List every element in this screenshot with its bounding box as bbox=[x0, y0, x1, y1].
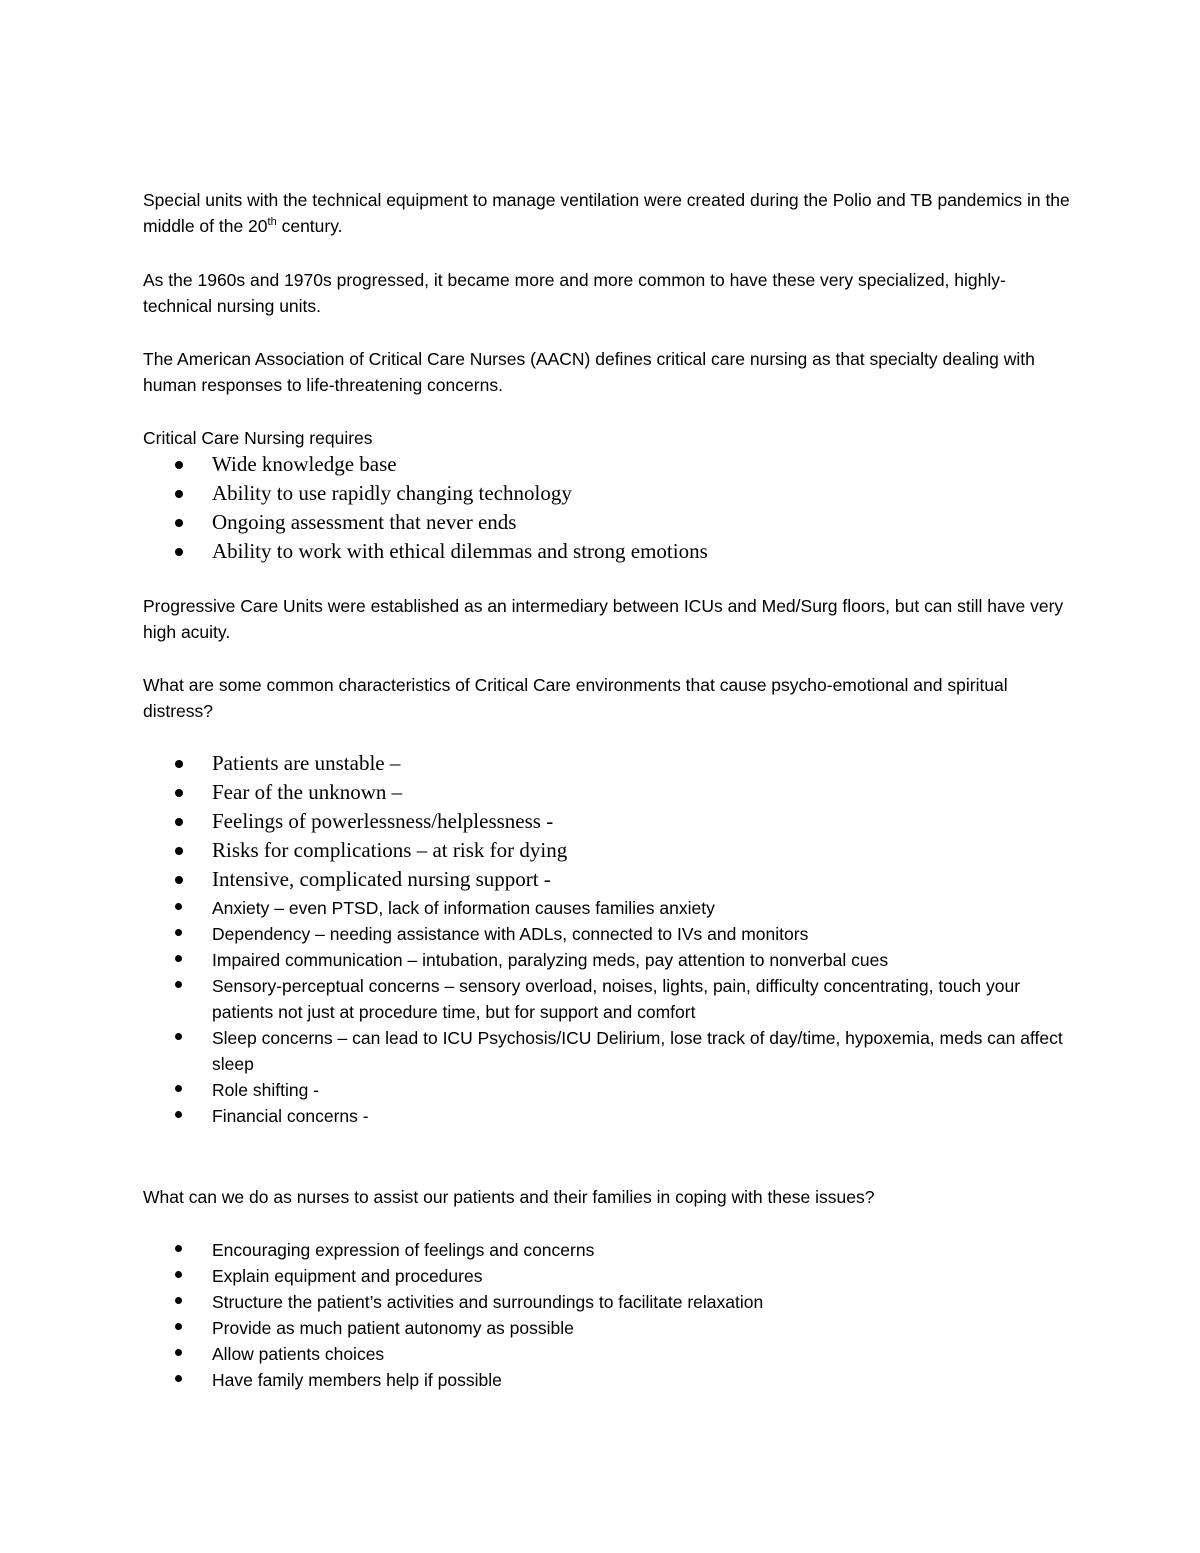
list-item bbox=[143, 778, 1073, 807]
list-item-text: Structure the patient’s activities and surroundings to facilitate relaxation bbox=[212, 1292, 764, 1312]
list-item bbox=[143, 1263, 1073, 1289]
list-item bbox=[143, 973, 1073, 1025]
bullet-icon bbox=[175, 490, 183, 498]
list-item bbox=[143, 865, 1073, 894]
list-item bbox=[143, 947, 1073, 973]
bullet-icon bbox=[175, 876, 183, 884]
list-item-text: Sleep concerns – can lead to ICU Psychosis/ICU Delirium, lose track of day/time, hypoxemia, meds can affect sleep bbox=[212, 1028, 1063, 1074]
list-item-text: Sensory-perceptual concerns – sensory overload, noises, lights, pain, difficulty concentrating, touch your patients not just at procedure time, but for support and comfort bbox=[212, 976, 1021, 1022]
list-item-text: Dependency – needing assistance with ADLs, connected to IVs and monitors bbox=[212, 924, 809, 944]
paragraph-history-end: century. bbox=[276, 216, 343, 236]
list-item bbox=[143, 749, 1073, 778]
nurse-actions-list bbox=[143, 1237, 1073, 1393]
bullet-icon bbox=[175, 461, 183, 469]
bullet-icon bbox=[175, 1033, 182, 1040]
paragraph-history-text: Special units with the technical equipment to manage ventilation were created during the Polio and TB pandemics in the middle of the 20 bbox=[143, 190, 1070, 236]
list-item-text: Impaired communication – intubation, paralyzing meds, pay attention to nonverbal cues bbox=[212, 950, 889, 970]
bullet-icon bbox=[175, 981, 182, 988]
list-item-text: Encouraging expression of feelings and concerns bbox=[212, 1240, 595, 1260]
bullet-icon bbox=[175, 548, 183, 556]
list-item bbox=[143, 1315, 1073, 1341]
list-item bbox=[143, 1367, 1073, 1393]
paragraph-nurse-question: What can we do as nurses to assist our patients and their families in coping with these issues? bbox=[143, 1187, 875, 1207]
bullet-icon bbox=[175, 1297, 182, 1304]
bullet-icon bbox=[175, 1375, 182, 1382]
list-item-text: Provide as much patient autonomy as possible bbox=[212, 1318, 574, 1338]
list-item bbox=[143, 836, 1073, 865]
bullet-icon bbox=[175, 818, 183, 826]
list-item-text: Intensive, complicated nursing support - bbox=[212, 867, 551, 891]
bullet-icon bbox=[175, 1245, 182, 1252]
bullet-icon bbox=[175, 789, 183, 797]
list-item bbox=[143, 1103, 1073, 1129]
bullet-icon bbox=[175, 1085, 182, 1092]
list-item bbox=[143, 450, 1073, 479]
list-item-text: Allow patients choices bbox=[212, 1344, 385, 1364]
list-item-text: Patients are unstable – bbox=[212, 751, 401, 775]
bullet-icon bbox=[175, 1271, 182, 1278]
list-item-text: Explain equipment and procedures bbox=[212, 1266, 483, 1286]
paragraph-aacn-definition: The American Association of Critical Care Nurses (AACN) defines critical care nursing as that specialty dealing with human responses to life-threatening concerns. bbox=[143, 349, 1035, 395]
list-item bbox=[143, 537, 1073, 566]
bullet-icon bbox=[175, 929, 182, 936]
list-item-text: Fear of the unknown – bbox=[212, 780, 403, 804]
bullet-icon bbox=[175, 1349, 182, 1356]
list-item-text: Feelings of powerlessness/helplessness - bbox=[212, 809, 554, 833]
list-item bbox=[143, 508, 1073, 537]
paragraph-1960s: As the 1960s and 1970s progressed, it became more and more common to have these very specialized, highly-technical nursing units. bbox=[143, 270, 1006, 316]
list-item-text: Role shifting - bbox=[212, 1080, 319, 1100]
bullet-icon bbox=[175, 1323, 182, 1330]
list-item bbox=[143, 921, 1073, 947]
list-item bbox=[143, 1289, 1073, 1315]
list-item bbox=[143, 895, 1073, 921]
list-item bbox=[143, 807, 1073, 836]
requires-list bbox=[143, 450, 1073, 566]
list-item bbox=[143, 1341, 1073, 1367]
paragraph-requires-intro: Critical Care Nursing requires bbox=[143, 428, 373, 448]
list-item bbox=[143, 1025, 1073, 1077]
paragraph-history-polio bbox=[143, 187, 1073, 239]
list-item-text: Ongoing assessment that never ends bbox=[212, 510, 517, 534]
list-item-text: Ability to use rapidly changing technology bbox=[212, 481, 572, 505]
bullet-icon bbox=[175, 760, 183, 768]
bullet-icon bbox=[175, 903, 182, 910]
bullet-icon bbox=[175, 1111, 182, 1118]
list-item bbox=[143, 479, 1073, 508]
list-item-text: Anxiety – even PTSD, lack of information causes families anxiety bbox=[212, 898, 715, 918]
list-item-text: Risks for complications – at risk for dying bbox=[212, 838, 568, 862]
list-item-text: Wide knowledge base bbox=[212, 452, 397, 476]
bullet-icon bbox=[175, 519, 183, 527]
bullet-icon bbox=[175, 847, 183, 855]
list-item-text: Ability to work with ethical dilemmas and strong emotions bbox=[212, 539, 708, 563]
list-item bbox=[143, 1077, 1073, 1103]
characteristics-list bbox=[143, 895, 1073, 1129]
paragraph-characteristics-question: What are some common characteristics of Critical Care environments that cause psycho-emotional and spiritual distress? bbox=[143, 675, 1008, 721]
bullet-icon bbox=[175, 955, 182, 962]
list-item-text: Financial concerns - bbox=[212, 1106, 369, 1126]
list-item-text: Have family members help if possible bbox=[212, 1370, 502, 1390]
list-item bbox=[143, 1237, 1073, 1263]
paragraph-progressive-care: Progressive Care Units were established as an intermediary between ICUs and Med/Surg floors, but can still have very high acuity. bbox=[143, 596, 1064, 642]
superscript-th: th bbox=[267, 216, 277, 229]
characteristics-list-emphasis bbox=[143, 749, 1073, 894]
